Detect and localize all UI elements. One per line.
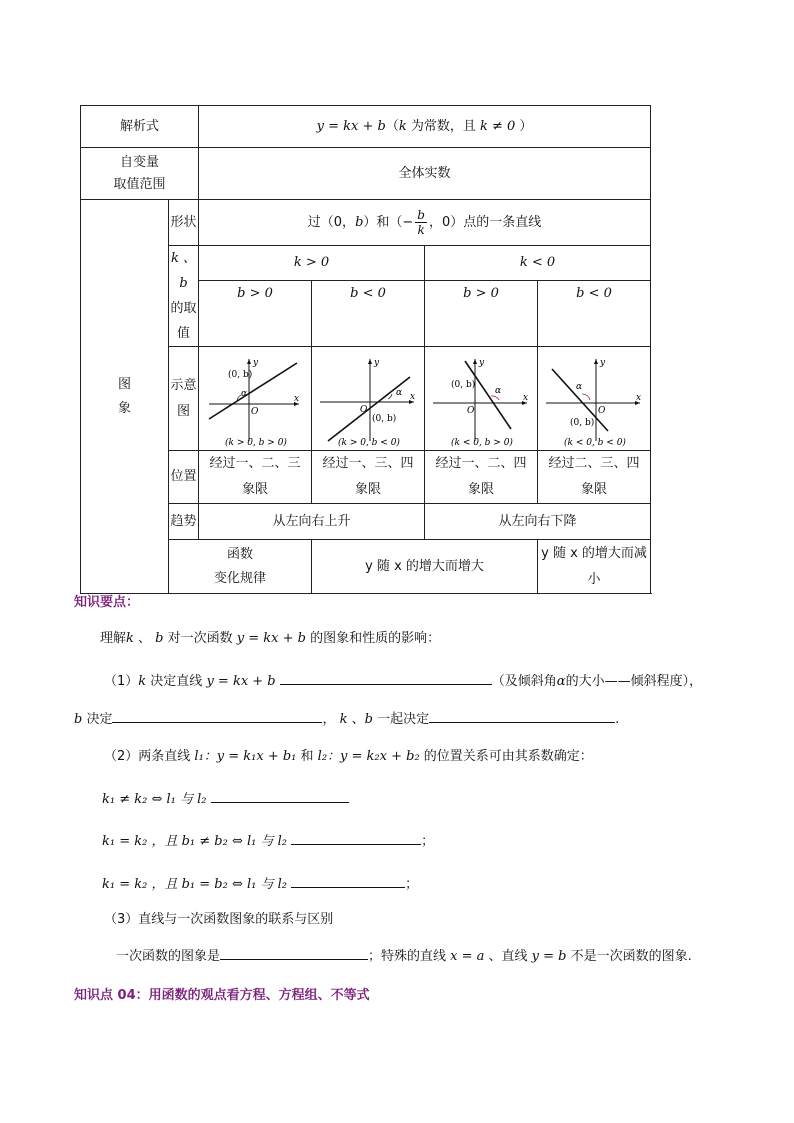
x-label: x	[294, 393, 300, 404]
k-positive: k > 0	[199, 246, 425, 281]
alpha-label: α	[241, 388, 248, 399]
label-diagram: 示意 图	[169, 347, 199, 451]
graph-cell	[312, 347, 425, 451]
label-trend: 趋势	[169, 504, 199, 540]
row-expression	[81, 106, 651, 148]
answer-blank[interactable]	[211, 788, 349, 803]
answer-blank[interactable]	[280, 670, 492, 685]
y-arrow	[473, 359, 477, 364]
graph-cell	[538, 347, 651, 451]
value-shape: 过（0，b）和（− $\frac{b}{k}$ ，0）点的一条直线	[199, 200, 651, 246]
graph-k-pos-b-pos	[201, 349, 309, 449]
answer-blank[interactable]	[429, 708, 615, 723]
origin-label: O	[360, 404, 368, 415]
x-label: x	[636, 392, 642, 403]
b-case: b < 0	[538, 280, 651, 346]
alpha-label: α	[396, 387, 403, 398]
value-expression: y = kx + b（k 为常数，且 k ≠ 0 ）	[199, 106, 651, 148]
trend-down: 从左向右下降	[425, 504, 651, 540]
section-heading: 知识点 04：用函数的观点看方程、方程组、不等式	[74, 988, 370, 1003]
angle-arc	[582, 393, 590, 399]
rule-increasing: y 随 x 的增大而增大	[312, 540, 538, 594]
graph-k-pos-b-neg	[314, 349, 422, 449]
position-cell: 经过二、三、四 象限	[538, 451, 651, 504]
b-case: b > 0	[425, 280, 538, 346]
graph-k-neg-b-neg	[540, 349, 648, 449]
graph-caption: (k < 0, b > 0)	[451, 437, 513, 448]
condition-3: k₁ = k₂ ，且 b₁ = b₂ ⇔ l₁ 与 l₂ ；	[102, 873, 418, 892]
graph-caption: (k < 0, b < 0)	[564, 437, 626, 448]
graph-caption: (k > 0, b > 0)	[225, 437, 287, 448]
x-label: x	[523, 392, 529, 403]
angle-arc	[491, 395, 499, 399]
position-cell: 经过一、二、四 象限	[425, 451, 538, 504]
graph-k-neg-b-pos	[427, 349, 535, 449]
knowledge-heading: 知识要点：	[74, 595, 140, 610]
item1b-line: b 决定 ， k 、b 一起决定 .	[74, 708, 619, 727]
origin-label: O	[598, 405, 606, 416]
item3-line: （3）直线与一次函数图象的联系与区别	[104, 912, 334, 927]
answer-blank[interactable]	[220, 945, 368, 960]
item3-detail: 一次函数的图象是 ；特殊的直线 x = a 、直线 y = b 不是一次函数的图象.	[116, 945, 692, 964]
y-arrow	[368, 359, 372, 364]
label-position: 位置	[169, 451, 199, 504]
point-label: (0, b)	[570, 417, 595, 428]
alpha-label: α	[576, 381, 583, 392]
graph-cell	[425, 347, 538, 451]
label-expression: 解析式	[81, 106, 199, 148]
point-label: (0, b)	[228, 369, 253, 380]
rule-decreasing: y 随 x 的增大而减小	[538, 540, 651, 594]
label-function-rule: 函数 变化规律	[169, 540, 312, 594]
trend-up: 从左向右上升	[199, 504, 425, 540]
angle-arc	[388, 394, 392, 399]
b-case: b > 0	[199, 280, 312, 346]
intro-line: 理解k 、 b 对一次函数 y = kx + b 的图象和性质的影响：	[100, 631, 441, 646]
point-label: (0, b)	[372, 413, 397, 424]
answer-blank[interactable]	[291, 873, 405, 888]
y-label: y	[374, 357, 380, 368]
y-arrow	[594, 359, 598, 364]
y-label: y	[600, 357, 606, 368]
x-label: x	[410, 391, 416, 402]
position-cell: 经过一、三、四 象限	[312, 451, 425, 504]
row-shape	[81, 200, 651, 246]
graph-caption: (k > 0, b < 0)	[338, 437, 400, 448]
label-graph: 图 象	[81, 200, 169, 594]
answer-blank[interactable]	[291, 830, 421, 845]
item1-line: （1）k 决定直线 y = kx + b （及倾斜角α的大小——倾斜程度），	[104, 670, 702, 689]
alpha-label: α	[495, 385, 502, 396]
k-negative: k < 0	[425, 246, 651, 281]
fraction-b-over-k: $\frac{b}{k}$	[417, 208, 425, 237]
b-case: b < 0	[312, 280, 425, 346]
linear-function-table	[80, 105, 651, 594]
y-arrow	[247, 359, 251, 364]
condition-2: k₁ = k₂ ，且 b₁ ≠ b₂ ⇔ l₁ 与 l₂ ；	[102, 830, 434, 849]
answer-blank[interactable]	[112, 708, 322, 723]
function-line	[465, 361, 511, 429]
position-cell: 经过一、二、三 象限	[199, 451, 312, 504]
graph-cell	[199, 347, 312, 451]
y-label: y	[479, 357, 485, 368]
row-domain	[81, 148, 651, 200]
condition-1: k₁ ≠ k₂ ⇔ l₁ 与 l₂	[102, 788, 349, 807]
label-shape: 形状	[169, 200, 199, 246]
label-domain: 自变量 取值范围	[81, 148, 199, 200]
origin-label: O	[467, 405, 475, 416]
origin-label: O	[251, 406, 259, 417]
label-kb: k 、 b 的取 值	[169, 246, 199, 347]
y-label: y	[253, 357, 259, 368]
point-label: (0, b)	[451, 379, 476, 390]
value-domain: 全体实数	[199, 148, 651, 200]
function-line	[328, 377, 410, 441]
item2-line: （2）两条直线 l₁：y = k₁x + b₁ 和 l₂：y = k₂x + b₂ 的位置关系可由其系数确定：	[104, 749, 593, 764]
